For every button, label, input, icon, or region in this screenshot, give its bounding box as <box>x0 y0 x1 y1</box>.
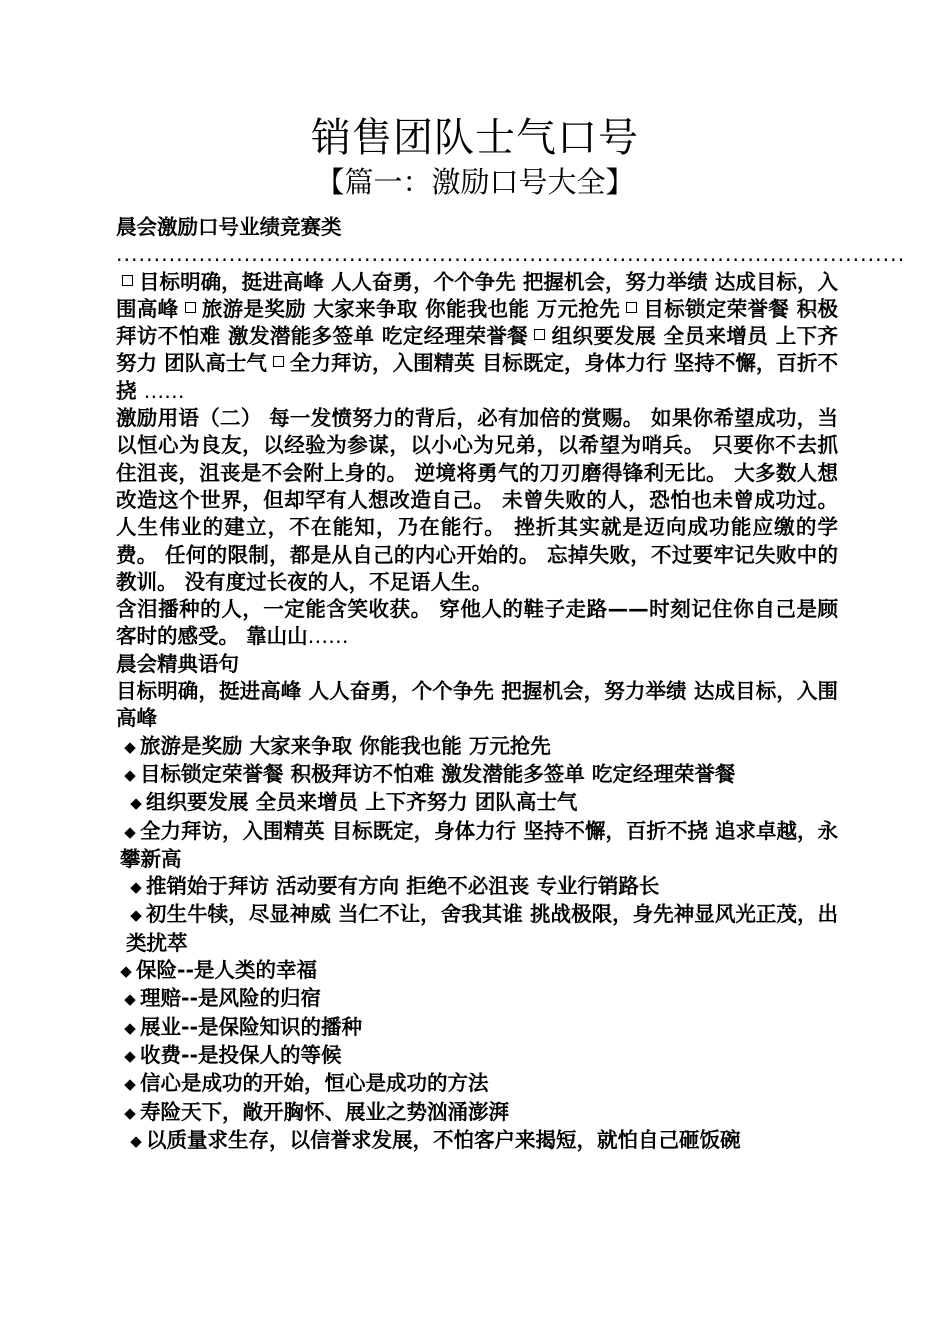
list-item <box>116 1014 838 1042</box>
list-item-text: 收费--是投保人的等候 <box>140 1042 342 1067</box>
list-item <box>116 1099 838 1127</box>
section2-text-2: 含泪播种的人，一定能含笑收获。 穿他人的鞋子走路——时刻记住你自己是顾客时的感受。 靠山山 <box>116 597 838 649</box>
list-item-text: 理赔--是风险的归宿 <box>140 986 322 1011</box>
slogan-4: 组织要发展 全员来增员 上下齐努力 团队高士气 <box>116 324 838 376</box>
section3-heading: 晨会精典语句 <box>116 651 239 676</box>
checkbox-mark-icon <box>273 356 284 367</box>
section3-first-line: 目标明确，挺进高峰 人人奋勇，个个争先 把握机会，努力举绩 达成目标，入围高峰 <box>116 679 838 731</box>
list-item-text: 旅游是奖励 大家来争取 你能我也能 万元抢先 <box>140 733 551 758</box>
list-item <box>116 1127 838 1155</box>
leader-dots: ......................................................................................................... <box>116 242 906 267</box>
list-item <box>116 1042 838 1070</box>
list-item-text: 目标锁定荣誉餐 积极拜访不怕难 激发潜能多签单 吃定经理荣誉餐 <box>140 761 736 786</box>
section1-ellipsis: …… <box>143 378 185 403</box>
list-item-text: 保险--是人类的幸福 <box>136 958 318 983</box>
diamond-bullet-icon: ◆ <box>124 1046 136 1065</box>
checkbox-mark-icon <box>185 302 196 313</box>
list-item <box>116 789 838 817</box>
diamond-bullet-icon: ◆ <box>130 794 142 813</box>
list-item <box>116 957 838 985</box>
section1-heading: 晨会激励口号业绩竞赛类 <box>116 215 342 239</box>
diamond-bullet-icon: ◆ <box>124 1018 136 1037</box>
checkbox-mark-icon <box>626 302 637 313</box>
list-item <box>116 985 838 1013</box>
list-item-text: 推销始于拜访 活动要有方向 拒绝不必沮丧 专业行销路长 <box>146 874 660 899</box>
diamond-bullet-icon: ◆ <box>130 878 142 897</box>
diamond-bullet-icon: ◆ <box>120 962 132 981</box>
section2-paragraph <box>116 405 838 596</box>
section2-text: 激励用语（二） 每一发愤努力的背后，必有加倍的赏赐。 如果你希望成功，当以恒心为良友，以经验为参谋，以小心为兄弟，以希望为哨兵。 只要你不去抓住沮丧，沮丧是不会附上身的。 逆境将勇气的刀刃磨得锋利无比。 大多数人想改造这个世界，但却罕有人想改造自己。 未曾失败的人，恐怕也未曾成功过。 人生伟业的建立，不在能知，乃在能行。 挫折其实就是迈向成功能应缴的学费。 任何的限制，都是从自己的内心开始的。 忘掉失败，不过要牢记失败中的教训。 没有度过长夜的人，不足语人生。 <box>116 406 838 594</box>
list-item <box>116 1070 838 1098</box>
list-item-text: 展业--是保险知识的播种 <box>140 1014 363 1039</box>
slogan-5: 全力拜访，入围精英 目标既定，身体力行 坚持不懈，百折不挠 <box>116 351 839 403</box>
checkbox-mark-icon <box>122 275 133 286</box>
bullet-list <box>116 733 838 1155</box>
diamond-bullet-icon: ◆ <box>130 906 142 925</box>
slogan-2: 旅游是奖励 大家来争取 你能我也能 万元抢先 <box>201 296 621 321</box>
list-item <box>116 733 838 761</box>
diamond-bullet-icon: ◆ <box>124 1075 136 1094</box>
section2-paragraph-2 <box>116 596 838 651</box>
list-item-text: 以质量求生存，以信誉求发展，不怕客户来揭短，就怕自己砸饭碗 <box>146 1127 741 1152</box>
diamond-bullet-icon: ◆ <box>124 990 136 1009</box>
list-item-text: 寿险天下，敞开胸怀、展业之势汹涌澎湃 <box>140 1099 509 1124</box>
list-item <box>116 873 838 901</box>
diamond-bullet-icon: ◆ <box>124 1103 136 1122</box>
diamond-bullet-icon: ◆ <box>130 1131 142 1150</box>
section2-ellipsis: …… <box>307 624 349 649</box>
section1-paragraph <box>116 241 906 405</box>
diamond-bullet-icon: ◆ <box>124 737 136 756</box>
list-item <box>116 761 838 789</box>
slogan-1: 目标明确，挺进高峰 人人奋勇，个个争先 把握机会，努力举绩 达成目标，入围高峰 <box>116 269 838 321</box>
document-title: 销售团队士气口号 <box>311 115 639 161</box>
list-item <box>116 901 838 957</box>
checkbox-mark-icon <box>534 329 545 340</box>
list-item <box>116 818 838 874</box>
list-item-text: 初生牛犊，尽显神威 当仁不让，舍我其谁 挑战极限，身先神显风光正茂，出类扰萃 <box>126 902 838 955</box>
diamond-bullet-icon: ◆ <box>124 822 136 841</box>
list-item-text: 全力拜访，入围精英 目标既定，身体力行 坚持不懈，百折不挠 追求卓越，永攀新高 <box>120 818 838 871</box>
slogan-3: 目标锁定荣誉餐 积极拜访不怕难 激发潜能多签单 吃定经理荣誉餐 <box>116 296 838 349</box>
diamond-bullet-icon: ◆ <box>124 765 136 784</box>
document-body <box>116 214 906 1155</box>
document-subtitle: 【篇一：激励口号大全】 <box>315 165 635 199</box>
list-item-text: 信心是成功的开始，恒心是成功的方法 <box>140 1071 489 1096</box>
list-item-text: 组织要发展 全员来增员 上下齐努力 团队高士气 <box>146 790 578 815</box>
